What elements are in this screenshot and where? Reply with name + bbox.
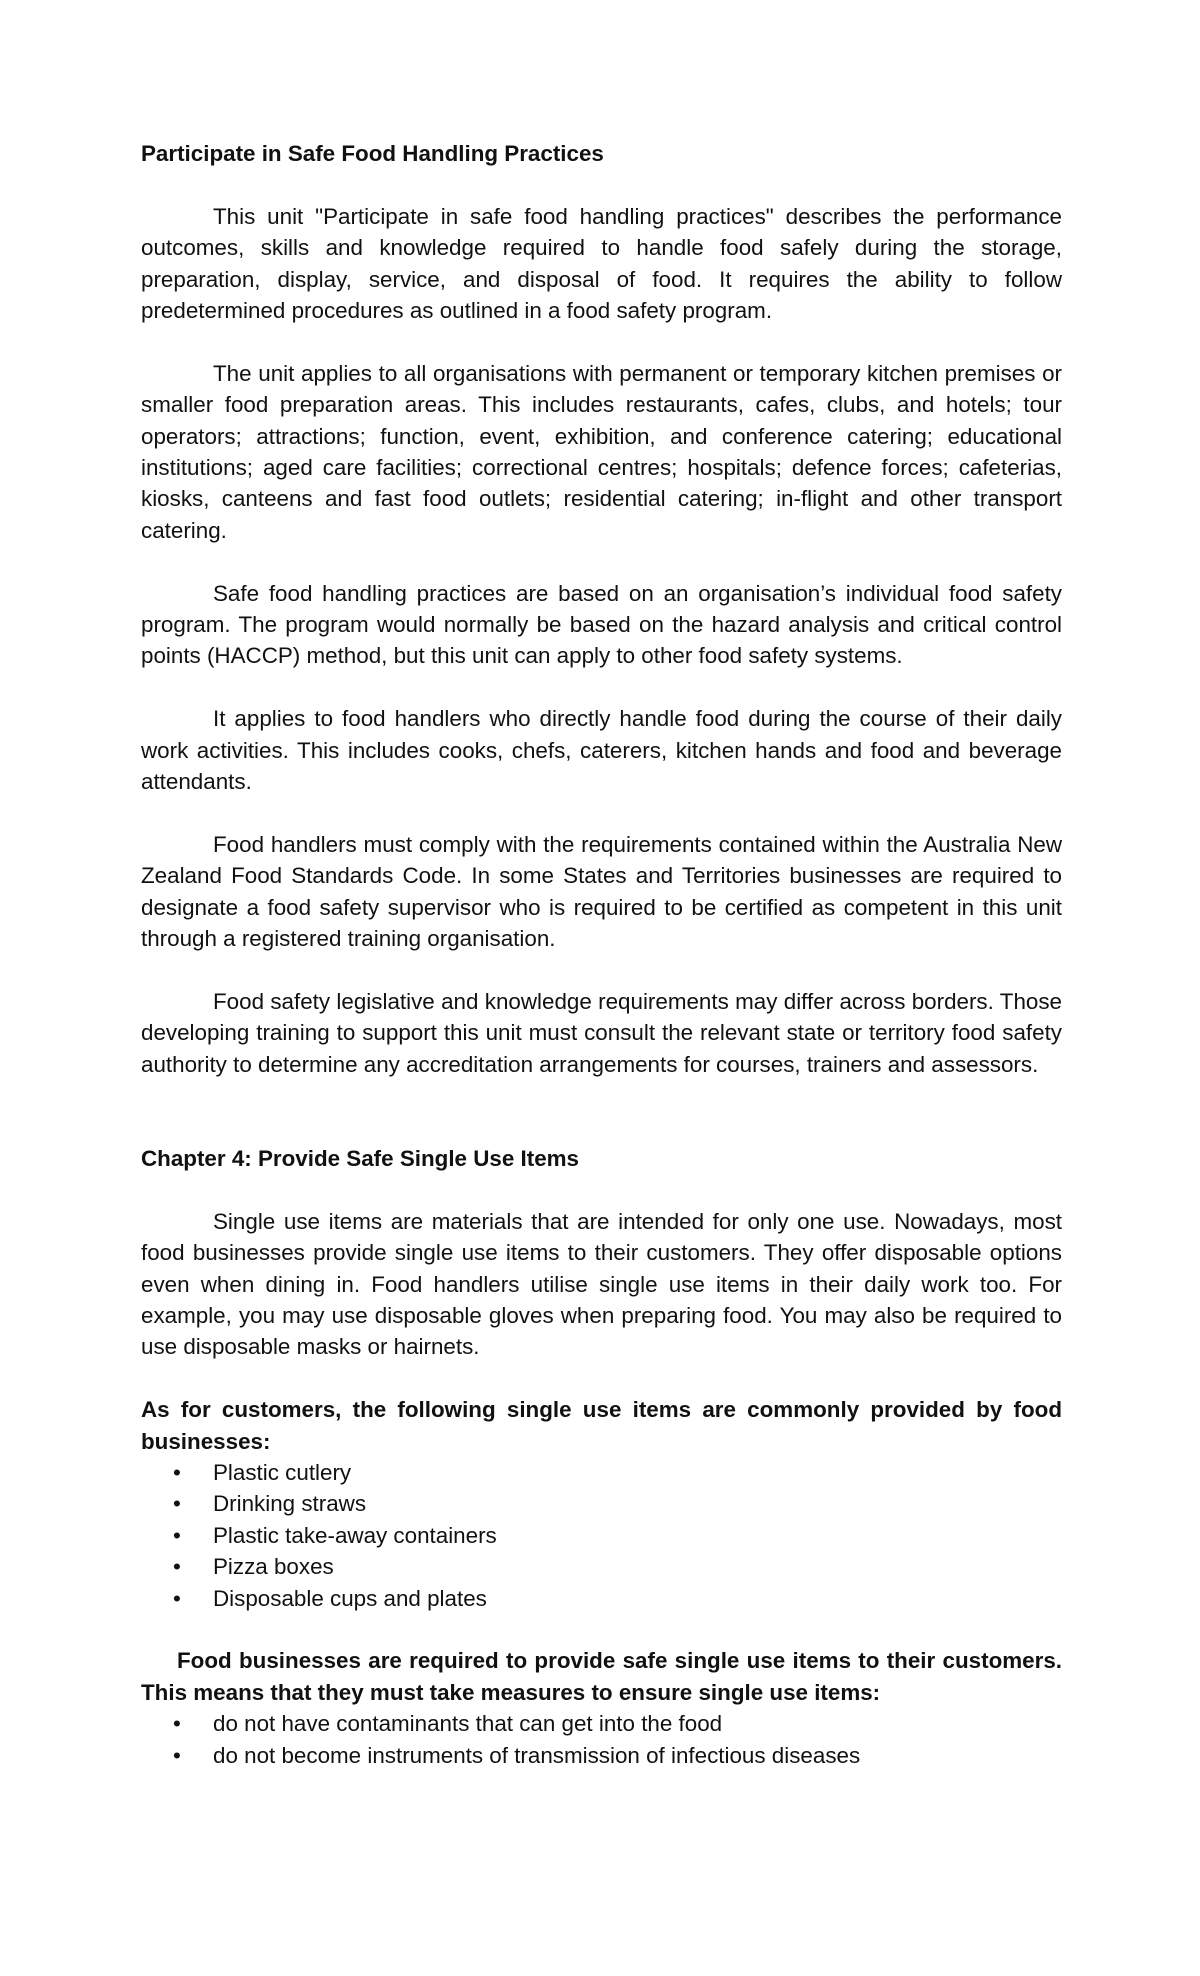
chapter-heading: Chapter 4: Provide Safe Single Use Items — [141, 1145, 580, 1171]
list-item — [141, 1488, 1062, 1519]
spacer — [141, 1080, 1062, 1143]
bullet-icon: • — [173, 1585, 181, 1611]
document-page — [141, 138, 1062, 1771]
list-item — [141, 1708, 1062, 1739]
spacer — [141, 954, 1062, 985]
list-item-text: do not have contaminants that can get into the food — [213, 1711, 723, 1737]
paragraph-food-safety-program: Safe food handling practices are based on an organisation’s individual food safety program. The program would normally be based on the hazard analysis and critical control points (HACCP) method, but this unit can apply to other food safety systems. — [141, 580, 1062, 669]
bullet-icon: • — [173, 1711, 181, 1737]
list-item — [141, 1551, 1062, 1582]
list-item — [141, 1520, 1062, 1551]
spacer — [141, 326, 1062, 357]
requirements-lead-text: Food businesses are required to provide safe single use items to their customers. This means that they must take measures to ensure single use items: — [141, 1648, 1062, 1705]
customers-lead-text: As for customers, the following single use items are commonly provided by food businesses: — [141, 1397, 1062, 1454]
spacer — [141, 672, 1062, 703]
list-item — [141, 1583, 1062, 1614]
spacer — [141, 1363, 1062, 1394]
paragraph-unit-description: This unit "Participate in safe food handling practices" describes the performance outcomes, skills and knowledge required to handle food safely during the storage, preparation, display, service, and disposal of food. It requires the ability to follow predetermined procedures as outlined in a food safety program. — [141, 203, 1062, 324]
paragraph-single-use-intro: Single use items are materials that are intended for only one use. Nowadays, most food businesses provide single use items to their customers. They offer disposable options even when dining in. Food handlers utilise single use items in their daily work too. For example, you may use disposable gloves when preparing food. You may also be required to use disposable masks or hairnets. — [141, 1208, 1062, 1360]
bullet-icon: • — [173, 1554, 181, 1580]
spacer — [141, 169, 1062, 200]
list-item-text: Plastic cutlery — [213, 1459, 352, 1485]
list-item — [141, 1740, 1062, 1771]
customer-items-list — [141, 1457, 1062, 1614]
list-item-text: Drinking straws — [213, 1491, 367, 1517]
spacer — [141, 546, 1062, 577]
spacer — [141, 797, 1062, 828]
paragraph-standards-code: Food handlers must comply with the requirements contained within the Australia New Zealand Food Standards Code. In some States and Territories businesses are required to designate a food safety supervisor who is required to be certified as competent in this unit through a registered training organisation. — [141, 831, 1062, 952]
spacer — [141, 1174, 1062, 1205]
paragraph-food-handlers: It applies to food handlers who directly handle food during the course of their daily work activities. This includes cooks, chefs, caterers, kitchen hands and food and beverage attendants. — [141, 706, 1062, 795]
list-item-text: Plastic take-away containers — [213, 1522, 497, 1548]
bullet-icon: • — [173, 1459, 181, 1485]
spacer — [141, 1614, 1062, 1645]
list-item — [141, 1457, 1062, 1488]
paragraph-legislative-requirements: Food safety legislative and knowledge requirements may differ across borders. Those developing training to support this unit must consult the relevant state or territory food safety authority to determine any accreditation arrangements for courses, trainers and assessors. — [141, 988, 1062, 1077]
list-item-text: do not become instruments of transmission of infectious diseases — [213, 1742, 861, 1768]
requirement-items-list — [141, 1708, 1062, 1771]
bullet-icon: • — [173, 1522, 181, 1548]
bullet-icon: • — [173, 1742, 181, 1768]
list-item-text: Disposable cups and plates — [213, 1585, 487, 1611]
section-heading: Participate in Safe Food Handling Practices — [141, 141, 604, 166]
paragraph-unit-applies: The unit applies to all organisations with permanent or temporary kitchen premises or smaller food preparation areas. This includes restaurants, cafes, clubs, and hotels; tour operators; attractions; function, event, exhibition, and conference catering; educational institutions; aged care facilities; correctional centres; hospitals; defence forces; cafeterias, kiosks, canteens and fast food outlets; residential catering; in-flight and other transport catering. — [141, 360, 1062, 543]
bullet-icon: • — [173, 1491, 181, 1517]
list-item-text: Pizza boxes — [213, 1554, 334, 1580]
